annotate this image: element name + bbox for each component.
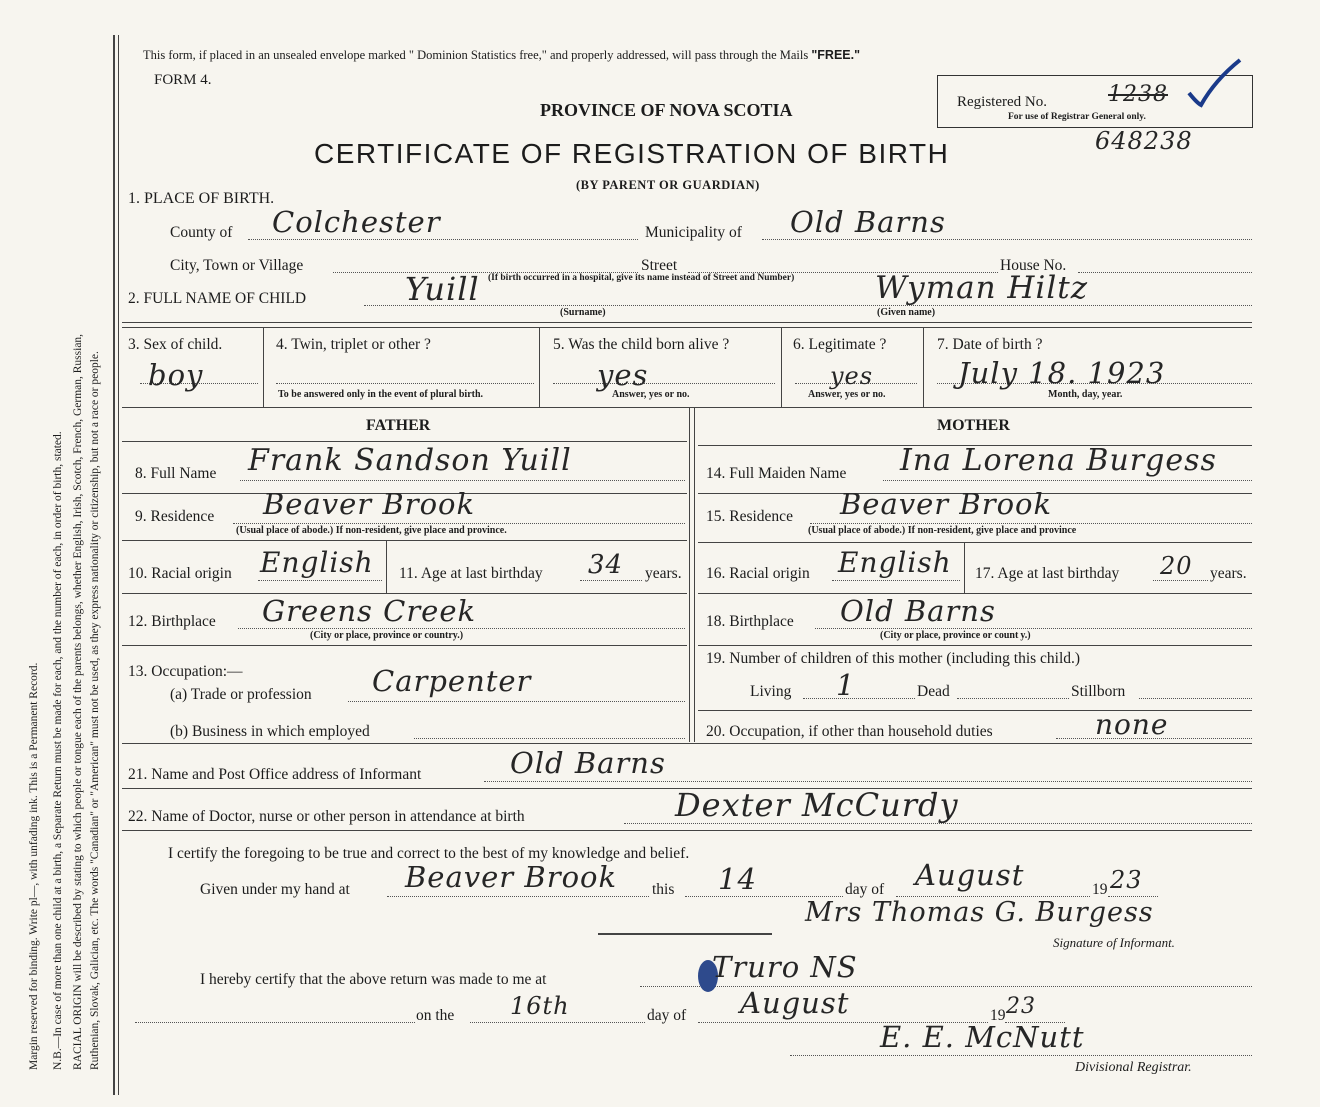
- date-of-birth-value: July 18. 1923: [958, 356, 1166, 390]
- mother-racial-origin-label: 16. Racial origin: [706, 565, 810, 582]
- given-year-prefix: 19: [1092, 881, 1108, 898]
- mother-residence-value: Beaver Brook: [840, 487, 1053, 521]
- living-value: 1: [836, 668, 856, 702]
- sex-value: boy: [148, 358, 204, 392]
- mother-residence-note: (Usual place of abode.) If non-resident, give place and province: [808, 525, 1077, 536]
- father-residence-value: Beaver Brook: [263, 487, 476, 521]
- given-day-value: 14: [718, 862, 757, 896]
- municipality-value: Old Barns: [790, 205, 946, 239]
- father-age-label: 11. Age at last birthday: [399, 565, 543, 582]
- father-birthplace-value: Greens Creek: [262, 594, 477, 628]
- mother-occupation-label: 20. Occupation, if other than household duties: [706, 723, 993, 740]
- father-business-label: (b) Business in which employed: [170, 723, 370, 740]
- registrar-month-value: August: [740, 986, 850, 1020]
- margin-note-racial-origin-2: Ruthenian, Slovak, Galician, etc. The words "Canadian" or "American" must not be used, as they express nationality or citizenship, but not a race or people.: [89, 351, 101, 1070]
- hospital-note: (If birth occurred in a hospital, give its name instead of Street and Number): [488, 273, 795, 283]
- mother-racial-origin-value: English: [838, 546, 952, 579]
- father-name-value: Frank Sandson Yuill: [248, 443, 572, 478]
- father-trade-label: (a) Trade or profession: [170, 686, 312, 703]
- street-label: Street: [641, 257, 678, 274]
- page-title: CERTIFICATE OF REGISTRATION OF BIRTH: [314, 138, 950, 169]
- date-of-birth-label: 7. Date of birth ?: [937, 336, 1043, 353]
- informant-signature-caption: Signature of Informant.: [1053, 935, 1175, 950]
- mother-age-label: 17. Age at last birthday: [975, 565, 1120, 582]
- father-age-value: 34: [588, 550, 624, 580]
- margin-note-multiple-birth: N.B.—In case of more than one child at a birth, a Separate Return must be made for each, and the number of each, in order of birth, stated.: [52, 431, 64, 1070]
- date-of-birth-note: Month, day, year.: [1048, 389, 1123, 400]
- handwritten-registration-number: 648238: [1095, 127, 1193, 155]
- mother-age-value: 20: [1160, 552, 1193, 580]
- binding-rule: [113, 35, 115, 1095]
- city-town-village-label: City, Town or Village: [170, 257, 304, 274]
- doctor-value: Dexter McCurdy: [675, 786, 959, 824]
- place-of-birth-heading: 1. PLACE OF BIRTH.: [128, 190, 275, 207]
- registrar-statement: I hereby certify that the above return was made to me at: [200, 971, 547, 988]
- province-heading: PROVINCE OF NOVA SCOTIA: [540, 100, 793, 120]
- registrar-on-the-label: on the: [416, 1007, 455, 1024]
- legitimate-label: 6. Legitimate ?: [793, 336, 887, 353]
- father-occupation-label: 13. Occupation:—: [128, 663, 243, 680]
- municipality-label: Municipality of: [645, 224, 742, 241]
- county-value: Colchester: [272, 205, 441, 239]
- mother-name-label: 14. Full Maiden Name: [706, 465, 847, 482]
- born-alive-value: yes: [597, 358, 649, 392]
- twin-note: To be answered only in the event of plural birth.: [278, 389, 484, 400]
- informant-value: Old Barns: [510, 746, 666, 780]
- child-surname: Yuill: [405, 270, 480, 308]
- born-alive-note: Answer, yes or no.: [612, 389, 690, 400]
- registrar-place-value: Truro NS: [712, 950, 858, 984]
- father-age-years: years.: [645, 565, 682, 582]
- given-month-value: August: [915, 858, 1025, 892]
- binding-rule-inner: [118, 35, 119, 1095]
- given-day-of-label: day of: [845, 881, 885, 898]
- stillborn-label: Stillborn: [1071, 683, 1126, 700]
- father-racial-origin-label: 10. Racial origin: [128, 565, 232, 582]
- sex-label: 3. Sex of child.: [128, 336, 223, 353]
- father-residence-note: (Usual place of abode.) If non-resident, give place and province.: [236, 525, 507, 536]
- father-birthplace-note: (City or place, province or country.): [310, 630, 464, 641]
- mother-occupation-value: none: [1095, 708, 1169, 741]
- legitimate-note: Answer, yes or no.: [808, 389, 886, 400]
- informant-signature: Mrs Thomas G. Burgess: [805, 897, 1154, 928]
- mail-notice-text: This form, if placed in an unsealed envelope marked " Dominion Statistics free," and properly addressed, will pass through the Mails: [143, 48, 809, 62]
- mail-free: "FREE.": [811, 48, 861, 62]
- given-year-suffix: 23: [1110, 866, 1143, 894]
- form-number: FORM 4.: [154, 72, 212, 88]
- children-count-label: 19. Number of children of this mother (including this child.): [706, 650, 1081, 667]
- given-place-value: Beaver Brook: [405, 860, 618, 894]
- child-given-name: Wyman Hiltz: [875, 270, 1089, 306]
- page-subtitle: (BY PARENT OR GUARDIAN): [576, 178, 760, 192]
- father-racial-origin-value: English: [260, 546, 374, 579]
- county-label: County of: [170, 224, 233, 241]
- registrar-general-note: For use of Registrar General only.: [1008, 112, 1146, 122]
- registrar-year-suffix: 23: [1006, 994, 1036, 1019]
- father-birthplace-label: 12. Birthplace: [128, 613, 216, 630]
- living-label: Living: [750, 683, 792, 700]
- father-heading: FATHER: [366, 417, 431, 434]
- mother-birthplace-value: Old Barns: [840, 594, 996, 628]
- registered-no-label: Registered No.: [957, 94, 1047, 110]
- father-name-label: 8. Full Name: [135, 465, 217, 482]
- registered-no-value: 1238: [1108, 82, 1168, 107]
- mother-residence-label: 15. Residence: [706, 508, 793, 525]
- informant-label: 21. Name and Post Office address of Informant: [128, 766, 422, 783]
- certify-statement: I certify the foregoing to be true and correct to the best of my knowledge and belief.: [168, 845, 690, 862]
- registrar-day-value: 16th: [510, 992, 570, 1020]
- check-mark-icon: [1185, 55, 1245, 110]
- father-trade-value: Carpenter: [372, 664, 532, 698]
- margin-note-binding: Margin reserved for binding. Write pl—, with unfading ink. This is a Permanent Record.: [28, 662, 40, 1070]
- born-alive-label: 5. Was the child born alive ?: [553, 336, 730, 353]
- registrar-signature: E. E. McNutt: [880, 1020, 1085, 1054]
- given-under-hand-label: Given under my hand at: [200, 881, 350, 898]
- mother-birthplace-note: (City or place, province or count y.): [880, 630, 1031, 641]
- twin-label: 4. Twin, triplet or other ?: [276, 336, 431, 353]
- given-name-caption: (Given name): [877, 307, 936, 318]
- surname-caption: (Surname): [560, 307, 606, 318]
- registrar-day-of-label: day of: [647, 1007, 687, 1024]
- dead-label: Dead: [917, 683, 950, 700]
- doctor-label: 22. Name of Doctor, nurse or other person in attendance at birth: [128, 808, 525, 825]
- father-residence-label: 9. Residence: [135, 508, 215, 525]
- mother-name-value: Ina Lorena Burgess: [900, 443, 1217, 478]
- mother-heading: MOTHER: [937, 417, 1010, 434]
- registrar-year-prefix: 19: [990, 1007, 1006, 1024]
- child-name-label: 2. FULL NAME OF CHILD: [128, 290, 307, 307]
- registrar-caption: Divisional Registrar.: [1075, 1060, 1192, 1075]
- mother-birthplace-label: 18. Birthplace: [706, 613, 794, 630]
- this-label: this: [652, 881, 675, 898]
- mail-notice: [143, 48, 860, 63]
- house-number-label: House No.: [1000, 257, 1067, 274]
- mother-age-years: years.: [1210, 565, 1247, 582]
- margin-note-racial-origin: RACIAL ORIGIN will be described by stating to which people or tongue each of the parents belongs, whether English, Irish, Scotch, French, German, Russian,: [72, 333, 84, 1070]
- legitimate-value: yes: [830, 362, 874, 390]
